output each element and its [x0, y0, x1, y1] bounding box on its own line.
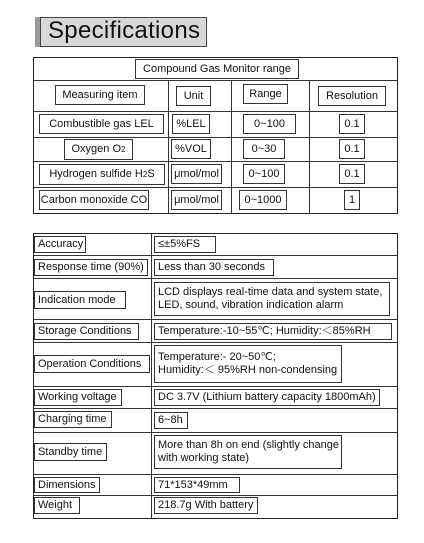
page-title-box	[40, 17, 207, 47]
header-resolution: Resolution	[318, 86, 386, 106]
value-accuracy: ≤±5%FS	[154, 236, 216, 253]
item-oxygen	[64, 139, 133, 160]
label-charging-time: Charging time	[34, 411, 112, 428]
page-title: Specifications	[48, 17, 201, 44]
value-indication-mode	[154, 282, 390, 316]
value-charging-time: 6~8h	[154, 412, 188, 429]
unit-carbon-monoxide: μmol/mol	[171, 190, 222, 210]
resolution-hydrogen-sulfide: 0.1	[339, 164, 365, 184]
item-oxygen-text: Oxygen O	[71, 143, 122, 155]
spec-table	[33, 233, 398, 519]
operation-conditions-line-1: Temperature:- 20~50℃;	[158, 351, 276, 363]
resolution-carbon-monoxide: 1	[344, 190, 360, 210]
value-storage-conditions: Temperature:-10~55℃; Humidity:＜85%RH	[154, 323, 392, 340]
resolution-oxygen: 0.1	[339, 139, 365, 159]
range-carbon-monoxide: 0~1000	[239, 190, 287, 210]
item-oxygen-sub: 2	[121, 145, 126, 154]
label-accuracy: Accuracy	[34, 236, 86, 253]
standby-time-line-2: with working state)	[158, 452, 250, 464]
label-storage-conditions: Storage Conditions	[34, 323, 139, 340]
resolution-combustible-gas: 0.1	[339, 114, 365, 134]
standby-time-line-1: More than 8h on end (slightly change	[158, 439, 340, 451]
header-measuring-item: Measuring item	[55, 85, 145, 105]
item-hydrogen-sulfide	[39, 164, 165, 185]
label-operation-conditions: Operation Conditions	[34, 355, 150, 373]
header-unit: Unit	[176, 86, 211, 106]
label-dimensions: Dimensions	[34, 477, 100, 493]
label-weight: Weight	[34, 497, 80, 514]
operation-conditions-line-2: Humidity:＜ 95%RH non-condensing	[158, 364, 338, 376]
label-response-time: Response time (90%)	[34, 259, 148, 276]
value-dimensions: 71*153*49mm	[154, 477, 240, 493]
label-indication-mode: Indication mode	[34, 291, 126, 309]
item-h2s-sub: 2	[142, 170, 148, 179]
gas-range-table	[33, 57, 398, 214]
item-carbon-monoxide: Carbon monoxide CO	[39, 190, 149, 210]
value-response-time: Less than 30 seconds	[154, 259, 274, 276]
value-working-voltage: DC 3.7V (Lithium battery capacity 1800mAh)	[154, 389, 380, 406]
header-range: Range	[243, 84, 288, 104]
unit-hydrogen-sulfide: μmol/mol	[171, 164, 222, 184]
range-oxygen: 0~30	[243, 139, 285, 159]
item-combustible-gas: Combustible gas LEL	[39, 114, 164, 134]
range-hydrogen-sulfide: 0~100	[243, 164, 285, 184]
value-weight: 218.7g With battery	[154, 497, 258, 514]
range-combustible-gas: 0~100	[243, 114, 296, 134]
value-operation-conditions	[154, 345, 342, 383]
item-h2s-text: Hydrogen sulfide H	[49, 168, 143, 180]
value-standby-time	[154, 435, 342, 469]
label-standby-time: Standby time	[34, 443, 107, 461]
indication-mode-line-1: LCD displays real-time data and system state,	[158, 286, 383, 298]
item-h2s-suffix: S	[147, 168, 155, 180]
unit-oxygen: %VOL	[171, 139, 211, 159]
indication-mode-line-2: LED, sound, vibration indication alarm	[158, 299, 344, 311]
unit-combustible-gas: %LEL	[172, 114, 210, 134]
gas-table-caption: Compound Gas Monitor range	[135, 59, 299, 79]
label-working-voltage: Working voltage	[34, 389, 122, 406]
